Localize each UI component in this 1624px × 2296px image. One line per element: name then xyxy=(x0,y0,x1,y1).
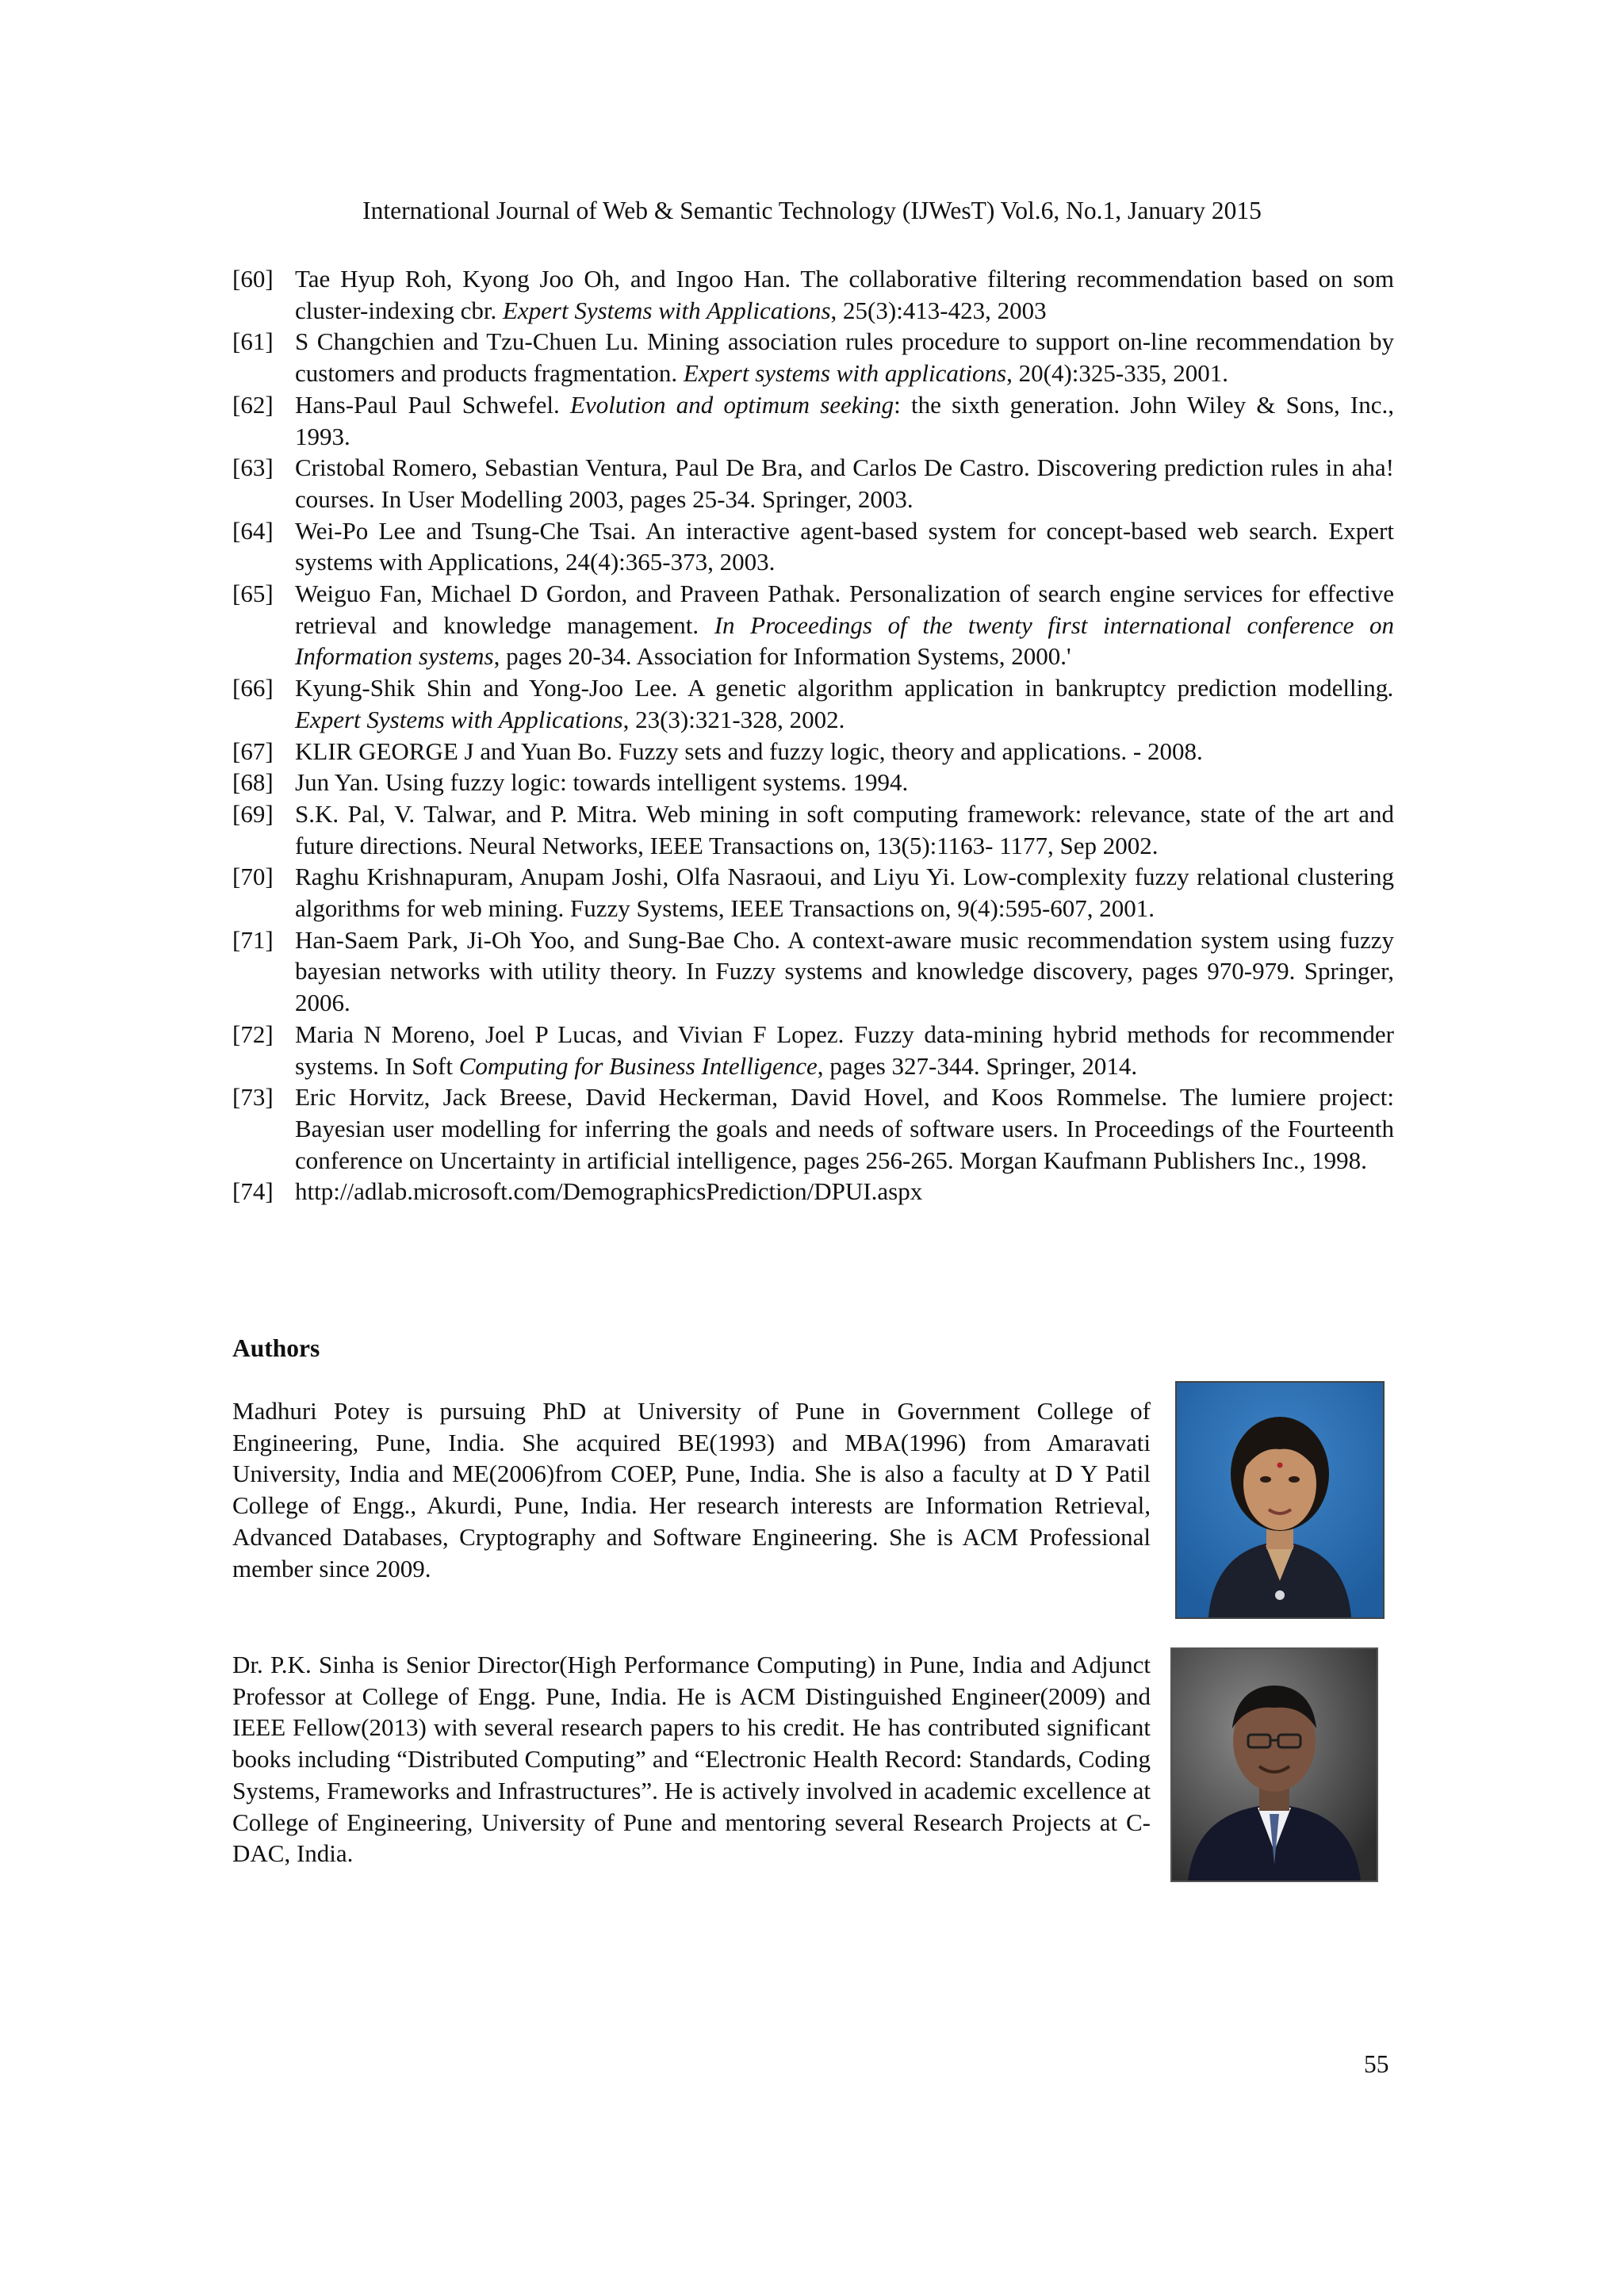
reference-text-plain: , 20(4):325-335, 2001. xyxy=(1006,359,1228,388)
reference-number: [60] xyxy=(232,265,274,293)
authors-heading: Authors xyxy=(232,1334,320,1362)
reference-item xyxy=(232,263,1394,326)
reference-text xyxy=(295,1019,1394,1081)
author-bio-sinha: Dr. P.K. Sinha is Senior Director(High Performance Computing) in Pune, India and Adjunct Professor at College of Engg. Pune, India. He is ACM Distinguished Engineer(2009) and IEEE Fellow(2013) with several research papers to his credit. He has contributed significant books including “Distributed Computing” and “Electronic Health Record: Standards, Coding Systems, Frameworks and Infrastructures”. He is actively involved in academic excellence at College of Engineering, University of Pune and mentoring several Research Projects at C-DAC, India. xyxy=(232,1651,1151,1868)
reference-text xyxy=(295,861,1394,924)
reference-item xyxy=(232,798,1394,861)
reference-number: [69] xyxy=(232,799,274,828)
reference-text xyxy=(295,1176,1394,1207)
reference-number: [74] xyxy=(232,1177,274,1206)
reference-text-italic: Expert Systems with Applications xyxy=(502,296,831,324)
reference-item xyxy=(232,1176,1394,1207)
reference-item xyxy=(232,672,1394,735)
reference-text-plain: , pages 327-344. Springer, 2014. xyxy=(817,1051,1138,1080)
reference-text-italic: Computing for Business Intelligence xyxy=(458,1051,818,1080)
reference-number: [65] xyxy=(232,580,274,608)
reference-item xyxy=(232,1019,1394,1081)
reference-number: [66] xyxy=(232,674,274,702)
reference-text xyxy=(295,672,1394,735)
reference-text-italic: Evolution and optimum seeking xyxy=(570,390,894,419)
reference-text xyxy=(295,326,1394,388)
reference-text-plain: KLIR GEORGE J and Yuan Bo. Fuzzy sets and fuzzy logic, theory and applications. - 2008. xyxy=(295,737,1203,765)
reference-text-plain: Kyung-Shik Shin and Yong-Joo Lee. A genetic algorithm application in bankruptcy prediction modelling xyxy=(295,674,1388,702)
reference-number: [62] xyxy=(232,390,274,419)
reference-item xyxy=(232,326,1394,388)
reference-text-plain: http://adlab.microsoft.com/DemographicsPrediction/DPUI.aspx xyxy=(295,1177,923,1206)
reference-item xyxy=(232,578,1394,672)
reference-text-plain: Cristobal Romero, Sebastian Ventura, Paul De Bra, and Carlos De Castro. Discovering prediction rules in aha! courses. In User Modelling 2003, pages 25-34. Springer, 2003. xyxy=(295,453,1394,513)
reference-text xyxy=(295,389,1394,452)
running-header: International Journal of Web & Semantic Technology (IJWesT) Vol.6, No.1, January 2015 xyxy=(362,197,1262,224)
reference-number: [64] xyxy=(232,516,274,545)
reference-number: [61] xyxy=(232,327,274,356)
reference-list xyxy=(232,263,1394,1207)
reference-number: [71] xyxy=(232,925,274,954)
reference-number: [63] xyxy=(232,453,274,482)
reference-text-plain: Maria N Moreno, Joel P Lucas, and Vivian F Lopez. Fuzzy data-mining hybrid methods for recommender systems. In Soft xyxy=(295,1020,1394,1080)
reference-text-plain: Eric Horvitz, Jack Breese, David Heckerman, David Hovel, and Koos Rommelse. The lumiere project: Bayesian user modelling for inferring the goals and needs of software users. In Proceedings of the Fourteenth conference on Uncertainty in artificial intelligence, pages 256-265. Morgan Kaufmann Publishers Inc., 1998. xyxy=(295,1083,1394,1174)
reference-item xyxy=(232,515,1394,578)
reference-number: [67] xyxy=(232,737,274,765)
reference-text-italic: . Expert Systems with Applications xyxy=(295,674,1394,733)
reference-number: [72] xyxy=(232,1020,274,1048)
reference-text-plain: Wei-Po Lee and Tsung-Che Tsai. An interactive agent-based system for concept-based web search. Expert systems with Applications, 24(4):365-373, 2003. xyxy=(295,516,1394,576)
reference-text xyxy=(295,736,1394,767)
reference-text xyxy=(295,452,1394,515)
reference-item xyxy=(232,924,1394,1019)
reference-text-plain: Han-Saem Park, Ji-Oh Yoo, and Sung-Bae Cho. A context-aware music recommendation system using fuzzy bayesian networks with utility theory. In Fuzzy systems and knowledge discovery, pages 970-979. Springer, 2006. xyxy=(295,925,1394,1017)
reference-item xyxy=(232,736,1394,767)
reference-text-plain: Hans-Paul Paul Schwefel. xyxy=(295,390,571,419)
reference-text-plain: : the sixth generation. John Wiley & Sons, Inc., 1993. xyxy=(295,390,1394,450)
reference-text-plain: Jun Yan. Using fuzzy logic: towards intelligent systems. 1994. xyxy=(295,768,909,797)
author-photo-potey xyxy=(1177,1383,1383,1617)
author-bio-potey: Madhuri Potey is pursuing PhD at University of Pune in Government College of Engineering, Pune, India. She acquired BE(1993) and MBA(1996) from Amaravati University, India and ME(2006)from COEP, Pune, India. She is also a faculty at D Y Patil College of Engg., Akurdi, Pune, India. Her research interests are Information Retrieval, Advanced Databases, Cryptography and Software Engineering. She is ACM Professional member since 2009. xyxy=(232,1397,1151,1582)
reference-text xyxy=(295,1081,1394,1176)
reference-text-plain: , 23(3):321-328, 2002. xyxy=(622,705,845,733)
reference-text-plain: Raghu Krishnapuram, Anupam Joshi, Olfa Nasraoui, and Liyu Yi. Low-complexity fuzzy relational clustering algorithms for web mining. Fuzzy Systems, IEEE Transactions on, 9(4):595-607, 2001. xyxy=(295,863,1394,923)
reference-item xyxy=(232,389,1394,452)
reference-text xyxy=(295,515,1394,578)
reference-number: [70] xyxy=(232,863,274,891)
reference-text xyxy=(295,798,1394,861)
reference-item xyxy=(232,767,1394,798)
reference-text-plain: , 25(3):413-423, 2003 xyxy=(830,296,1047,324)
reference-text-italic: Expert systems with applications xyxy=(683,359,1007,388)
page-number: 55 xyxy=(1364,2050,1389,2078)
reference-text-plain: Weiguo Fan, Michael D Gordon, and Praveen Pathak. Personalization of search engine services for effective retrieval and knowledge management. xyxy=(295,580,1394,639)
author-photo-sinha xyxy=(1172,1649,1377,1881)
reference-text xyxy=(295,578,1394,672)
reference-text-plain: , pages 20-34. Association for Information Systems, 2000.' xyxy=(493,642,1071,671)
reference-number: [73] xyxy=(232,1083,274,1112)
reference-item xyxy=(232,861,1394,924)
reference-text-plain: S Changchien and Tzu-Chuen Lu. Mining association rules procedure to support on-line recommendation by customers and products fragmentation. xyxy=(295,327,1394,388)
reference-text-italic: In Proceedings of the twenty first international conference on Information systems xyxy=(295,610,1394,671)
reference-item xyxy=(232,1081,1394,1176)
reference-item xyxy=(232,452,1394,515)
reference-number: [68] xyxy=(232,768,274,797)
reference-text xyxy=(295,924,1394,1019)
reference-text xyxy=(295,263,1394,326)
reference-text-plain: Tae Hyup Roh, Kyong Joo Oh, and Ingoo Han. The collaborative filtering recommendation based on som cluster-indexing cbr. xyxy=(295,265,1394,324)
reference-text-plain: S.K. Pal, V. Talwar, and P. Mitra. Web mining in soft computing framework: relevance, state of the art and future directions. Neural Networks, IEEE Transactions on, 13(5):1163- 1177, Sep 2002. xyxy=(295,799,1394,859)
reference-text xyxy=(295,767,1394,798)
